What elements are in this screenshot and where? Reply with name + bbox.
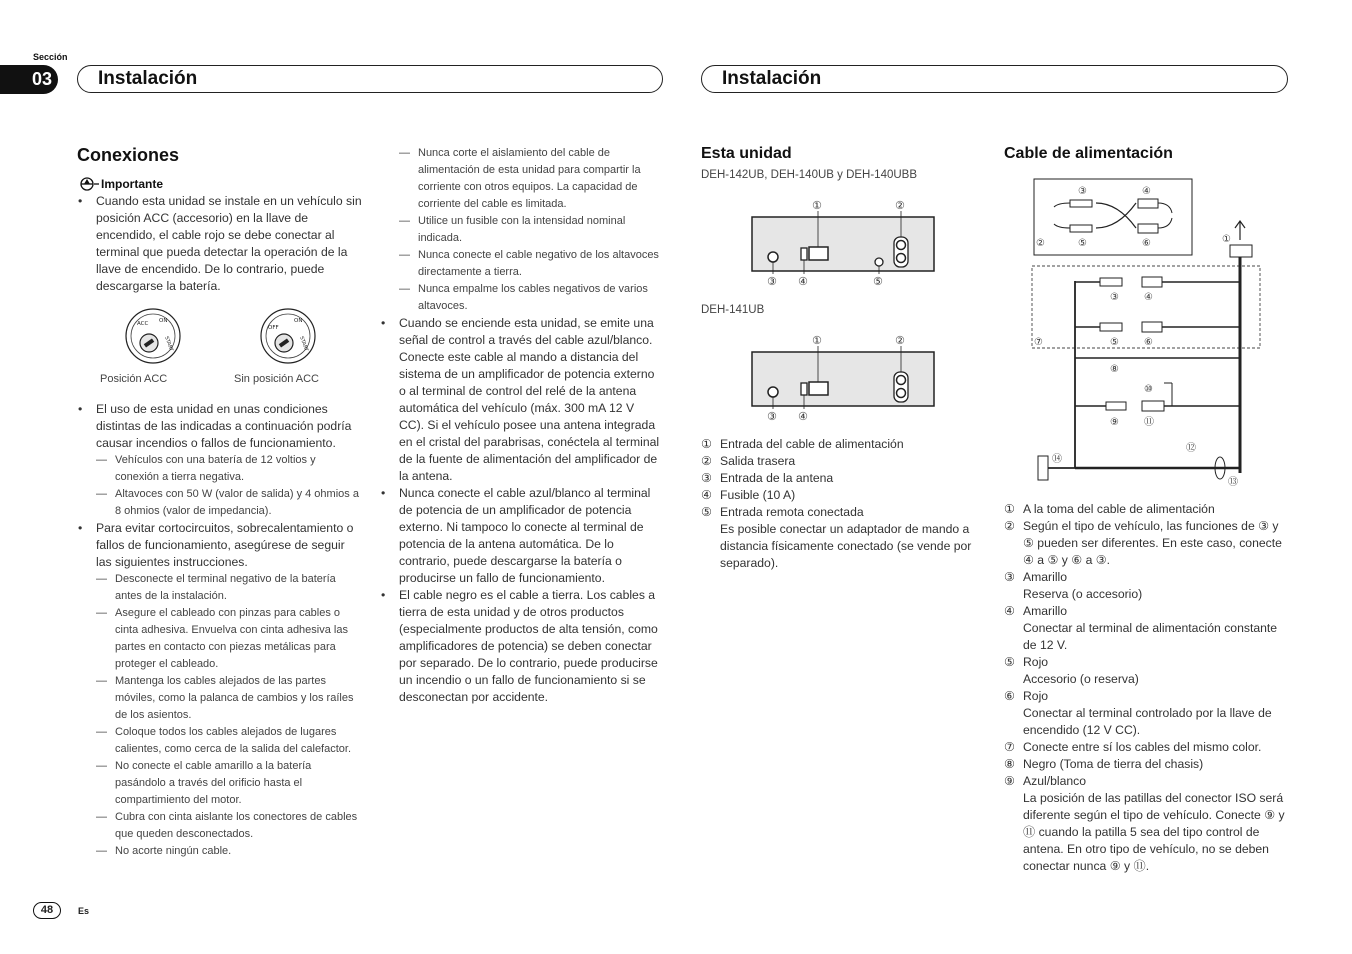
marker-3: ③: [767, 275, 777, 288]
legend-item: [1004, 603, 1288, 654]
marker-6: ⑥: [1144, 337, 1153, 348]
legend-text: Entrada de la antena: [720, 471, 834, 485]
dash-item: — Coloque todos los cables alejados de lugares calientes, como cerca de la salida del calefactor.: [96, 724, 362, 758]
legend-number: ①: [701, 437, 712, 451]
important-note: [77, 177, 362, 191]
marker-14: ⑭: [1052, 454, 1062, 465]
column-2: [380, 145, 662, 706]
legend-subtext: Conectar al terminal de alimentación constante de 12 V.: [1023, 621, 1278, 652]
bullet-item: • Nunca conecte el cable azul/blanco al terminal de potencia de un amplificador de potencia externo. Ni tampoco lo conecte al terminal de potencia de la antena automática. De lo contrario, puede descargarse la batería o producirse un fallo de funcionamiento.: [380, 485, 662, 587]
marker-7: ⑦: [1034, 337, 1043, 348]
bullet-item: • Cuando se enciende esta unidad, se emite una señal de control a través del cable azul/blanco. Conecte este cable al mando a distancia del sistema de un amplificador de potencia externo o al terminal de control del relé de la antena automática del vehículo (máx. 300 mA 12 V CC). Si el vehículo posee una antena integrada en el cristal del parabrisas, conéctela al terminal de la fuente de alimentación del amplificador de la antena.: [380, 315, 662, 485]
key-figure: [77, 305, 362, 397]
dash-item: — Nunca empalme los cables negativos de varios altavoces.: [399, 281, 662, 315]
marker-2: ②: [895, 199, 905, 212]
dash-list-continued: [399, 145, 662, 315]
legend-number: ⑨: [1004, 774, 1015, 788]
legend-number: ②: [1004, 519, 1015, 533]
marker-4: ④: [1144, 292, 1153, 303]
column-1: [77, 145, 362, 860]
legend-text: Salida trasera: [720, 454, 796, 468]
marker-6: ⑥: [1142, 238, 1151, 249]
legend-number: ⑤: [1004, 655, 1015, 669]
legend-text: Rojo: [1023, 689, 1049, 703]
legend-item: [701, 487, 986, 504]
legend-number: ④: [701, 488, 712, 502]
marker-4: ④: [798, 275, 808, 288]
marker-2: ②: [1036, 238, 1045, 249]
marker-12: ⑫: [1186, 443, 1196, 454]
dash-list: [96, 452, 362, 520]
caption-no-acc: Sin posición ACC: [234, 373, 319, 385]
section-heading-conexiones: Conexiones: [77, 145, 180, 165]
legend-text: Según el tipo de vehículo, las funciones de ③ y ⑤ pueden ser diferentes. En este caso, conecte ④ a ⑤ y ⑥ a ③.: [1023, 519, 1282, 567]
key-label-start: START: [298, 335, 310, 353]
legend-subtext: Es posible conectar un adaptador de mando a distancia físicamente conectado (se vende por separado).: [720, 522, 972, 570]
bullet-list-1: [77, 193, 362, 295]
marker-2: ②: [895, 334, 905, 347]
legend-item: [1004, 654, 1288, 688]
legend-subtext: Reserva (o accesorio): [1023, 587, 1143, 601]
legend-text: Conecte entre sí los cables del mismo color.: [1023, 740, 1262, 754]
column-4: [1004, 145, 1288, 873]
cable-legend: [1004, 501, 1288, 875]
legend-number: ②: [701, 454, 712, 468]
legend-text: Rojo: [1023, 655, 1049, 669]
caption-acc: Posición ACC: [100, 373, 168, 385]
legend-text: Amarillo: [1023, 570, 1068, 584]
dash-item: — Vehículos con una batería de 12 voltios y conexión a tierra negativa.: [96, 452, 362, 486]
legend-item: [701, 436, 986, 453]
legend-subtext: Conectar al terminal controlado por la llave de encendido (12 V CC).: [1023, 706, 1272, 737]
legend-text: Entrada remota conectada: [720, 505, 864, 519]
legend-item: [1004, 773, 1288, 875]
dash-item: — No conecte el cable amarillo a la batería pasándolo a través del orificio hasta el compartimiento del motor.: [96, 758, 362, 809]
power-cord-diagram: [1030, 178, 1270, 488]
legend-item: [1004, 688, 1288, 739]
legend-text: Fusible (10 A): [720, 488, 796, 502]
marker-3: ③: [767, 410, 777, 423]
legend-number: ⑥: [1004, 689, 1015, 703]
marker-8: ⑧: [1110, 364, 1119, 375]
legend-text: Azul/blanco: [1023, 774, 1087, 788]
marker-5: ⑤: [873, 275, 883, 288]
legend-text: Entrada del cable de alimentación: [720, 437, 904, 451]
marker-5: ⑤: [1110, 337, 1119, 348]
page-title-right: Instalación: [701, 65, 1288, 93]
model-list-a: DEH-142UB, DEH-140UB y DEH-140UBB: [701, 169, 918, 181]
dash-item: — Nunca conecte el cable negativo de los altavoces directamente a tierra.: [399, 247, 662, 281]
page-number-badge: 48: [33, 902, 61, 919]
legend-item: [1004, 501, 1288, 518]
bullet-text: Para evitar cortocircuitos, sobrecalentamiento o fallos de funcionamiento, asegúrese de seguir las siguientes instrucciones.: [96, 521, 354, 569]
dash-item: — Altavoces con 50 W (valor de salida) y 4 ohmios a 8 ohmios (valor de impedancia).: [96, 486, 362, 520]
legend-text: Negro (Toma de tierra del chasis): [1023, 757, 1204, 771]
dash-list: [96, 571, 362, 860]
section-heading-esta-unidad: Esta unidad: [701, 145, 792, 162]
legend-text: Amarillo: [1023, 604, 1068, 618]
legend-item: [1004, 756, 1288, 773]
legend-item: [701, 470, 986, 487]
marker-9: ⑨: [1110, 417, 1119, 428]
key-label-on: ON: [294, 318, 303, 324]
marker-3: ③: [1078, 186, 1087, 197]
legend-number: ⑧: [1004, 757, 1015, 771]
key-label-on: ON: [159, 318, 168, 324]
marker-1: ①: [1222, 234, 1231, 245]
legend-number: ③: [1004, 570, 1015, 584]
marker-10: ⑩: [1144, 384, 1153, 395]
important-icon: [77, 177, 101, 191]
legend-subtext: La posición de las patillas del conector ISO será diferente según el tipo de vehículo. Conecte ⑨ y ⑪ cuando la patilla 5 sea del tipo control de antena. En otro tipo de vehículo, no se deben conectar nunca ⑨ y ⑪.: [1023, 791, 1285, 873]
marker-4: ④: [798, 410, 808, 423]
page-title-left: Instalación: [77, 65, 663, 93]
dash-item: — Cubra con cinta aislante los conectores de cables que queden desconectados.: [96, 809, 362, 843]
unit-legend: [701, 436, 986, 572]
unit-rear-diagram-a: [741, 197, 941, 292]
bullet-text: El uso de esta unidad en unas condiciones distintas de las indicadas a continuación podría causar incendios o fallos de funcionamiento.: [96, 402, 352, 450]
marker-5: ⑤: [1078, 238, 1087, 249]
bullet-item: [77, 520, 362, 860]
section-number-badge: 03: [0, 65, 58, 94]
dash-item: — Utilice un fusible con la intensidad nominal indicada.: [399, 213, 662, 247]
key-label-off: OFF: [268, 325, 279, 331]
dash-item: — Desconecte el terminal negativo de la batería antes de la instalación.: [96, 571, 362, 605]
legend-item: [701, 504, 986, 572]
dash-item: — Mantenga los cables alejados de las partes móviles, como la palanca de cambios y los raíles de los asientos.: [96, 673, 362, 724]
marker-11: ⑪: [1144, 417, 1154, 428]
key-label-acc: ACC: [137, 321, 149, 327]
marker-1: ①: [812, 199, 822, 212]
legend-item: [701, 453, 986, 470]
legend-number: ⑦: [1004, 740, 1015, 754]
ignition-key-acc-icon: [125, 305, 181, 367]
legend-subtext: Accesorio (o reserva): [1023, 672, 1139, 686]
marker-13: ⑬: [1228, 477, 1238, 488]
legend-number: ①: [1004, 502, 1015, 516]
bullet-item: [77, 401, 362, 520]
key-label-start: START: [163, 335, 175, 353]
page-language: Es: [78, 906, 90, 916]
legend-item: [1004, 518, 1288, 569]
unit-rear-diagram-b: [741, 332, 941, 427]
column-3: [701, 145, 986, 570]
legend-number: ③: [701, 471, 712, 485]
model-list-b: DEH-141UB: [701, 304, 765, 316]
bullet-item: • Cuando esta unidad se instale en un vehículo sin posición ACC (accesorio) en la llave de encendido, el cable rojo se debe conectar al terminal que pueda detectar la operación de la llave de encendido. De lo contrario, puede descargarse la batería.: [77, 193, 362, 295]
legend-item: [1004, 569, 1288, 603]
dash-item: — Nunca corte el aislamiento del cable de alimentación de esta unidad para compartir la corriente con otros equipos. La capacidad de corriente del cable es limitada.: [399, 145, 662, 213]
ignition-key-no-acc-icon: [260, 305, 316, 367]
dash-item: — No acorte ningún cable.: [96, 843, 362, 860]
marker-3: ③: [1110, 292, 1119, 303]
legend-number: ⑤: [701, 505, 712, 519]
bullet-item: • El cable negro es el cable a tierra. Los cables a tierra de esta unidad y de otros productos (especialmente productos de alta tensión, como amplificadores de potencia) se deben conectar por separado. De lo contrario, puede producirse un incendio o un fallo de funcionamiento si se desconectan por accidente.: [380, 587, 662, 706]
marker-1: ①: [812, 334, 822, 347]
marker-4: ④: [1142, 186, 1151, 197]
section-label: Sección: [33, 52, 68, 62]
legend-text: A la toma del cable de alimentación: [1023, 502, 1215, 516]
legend-number: ④: [1004, 604, 1015, 618]
legend-item: [1004, 739, 1288, 756]
dash-item: — Asegure el cableado con pinzas para cables o cinta adhesiva. Envuelva con cinta adhesiva las partes en contacto con piezas metálicas para proteger el cableado.: [96, 605, 362, 673]
important-label: Importante: [101, 177, 164, 191]
bullet-list-3: [380, 315, 662, 706]
section-heading-cable-alimentacion: Cable de alimentación: [1004, 145, 1173, 162]
bullet-list-2: [77, 401, 362, 860]
